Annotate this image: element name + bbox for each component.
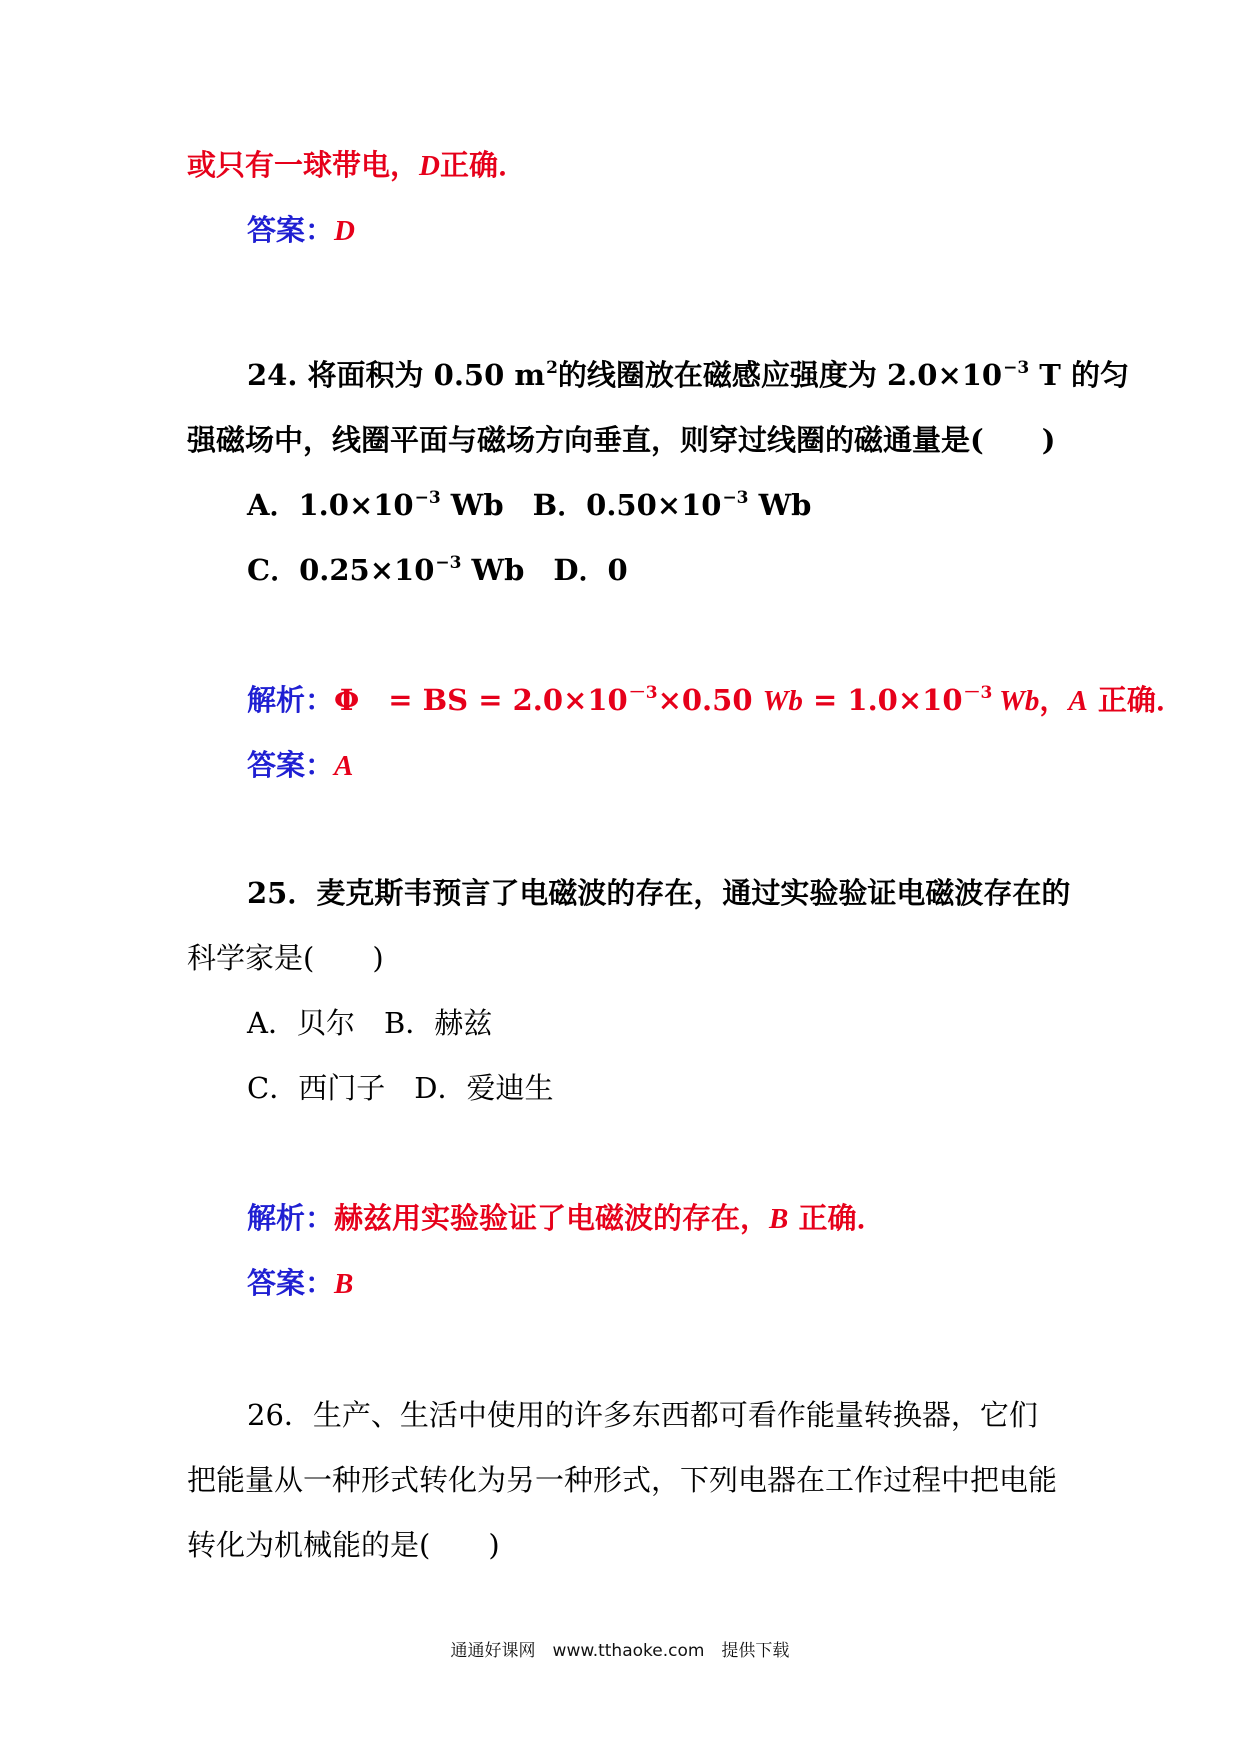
q23-tail bbox=[187, 147, 527, 184]
q24-option-c-sup: −3 bbox=[435, 553, 462, 573]
q23-tail-text: 或只有一球带电， bbox=[187, 148, 420, 182]
answer-value: A bbox=[334, 750, 354, 782]
q23-tail-end: 正确． bbox=[439, 148, 527, 182]
answer-label: 答案： bbox=[247, 213, 335, 247]
q24-line-2: 强磁场中，线圈平面与磁场方向垂直，则穿过线圈的磁通量是( ) bbox=[187, 423, 1056, 457]
q24-line-1 bbox=[247, 357, 1129, 398]
answer-label: 答案： bbox=[247, 1266, 335, 1300]
analysis-label: 解析： bbox=[247, 683, 335, 717]
q25-options-ab: A．贝尔 B．赫兹 bbox=[247, 1006, 493, 1040]
q24-option-b-sup: −3 bbox=[722, 488, 749, 508]
q24-option-a-sup: −3 bbox=[414, 488, 441, 508]
q25-analysis-end: 正确． bbox=[788, 1201, 886, 1235]
q25-analysis bbox=[247, 1200, 885, 1237]
q24-analysis-sup-1: －3 bbox=[628, 683, 658, 703]
q24-superscript-2: −3 bbox=[1003, 358, 1030, 378]
q23-tail-letter: D bbox=[419, 150, 440, 182]
analysis-label: 解析： bbox=[247, 1201, 335, 1235]
q24-option-b: Wb B．0.50×10 bbox=[440, 488, 722, 522]
q23-answer bbox=[247, 212, 355, 249]
q24-analysis-formula-2: ×0.50 bbox=[657, 683, 763, 717]
q25-options-cd: C．西门子 D．爱迪生 bbox=[247, 1071, 554, 1105]
q24-answer bbox=[247, 747, 353, 784]
q24-option-a: A．1.0×10 bbox=[247, 488, 414, 522]
q24-analysis-formula-1: Φ = BS = 2.0×10 bbox=[334, 683, 628, 717]
q24-option-d: Wb D．0 bbox=[461, 553, 628, 587]
q24-stem-part-2: 的线圈放在磁感应强度为 2.0×10 bbox=[557, 358, 1003, 392]
answer-label: 答案： bbox=[247, 748, 335, 782]
q25-line-1: 25．麦克斯韦预言了电磁波的存在，通过实验验证电磁波存在的 bbox=[247, 876, 1071, 910]
q24-option-b-unit: Wb bbox=[748, 488, 812, 522]
q24-stem-part-1: 24. 将面积为 0.50 m bbox=[247, 358, 546, 392]
q24-analysis-unit-2: Wb bbox=[992, 685, 1040, 717]
q24-analysis-comma: ， bbox=[1039, 683, 1069, 717]
q24-options-cd bbox=[247, 552, 628, 593]
q26-line-3: 转化为机械能的是( ) bbox=[187, 1528, 500, 1562]
q24-analysis bbox=[247, 682, 1185, 723]
q24-stem-part-3: T 的匀 bbox=[1029, 358, 1129, 392]
answer-value: D bbox=[334, 215, 355, 247]
q25-analysis-text: 赫兹用实验验证了电磁波的存在， bbox=[334, 1201, 770, 1235]
q24-analysis-sup-2: －3 bbox=[963, 683, 993, 703]
q24-analysis-unit-1: Wb bbox=[762, 685, 803, 717]
q25-analysis-letter: B bbox=[769, 1203, 789, 1235]
q24-options-ab bbox=[247, 487, 811, 528]
q24-superscript-1: 2 bbox=[546, 358, 558, 378]
q24-option-c: C．0.25×10 bbox=[247, 553, 435, 587]
q24-analysis-end: 正确． bbox=[1087, 683, 1185, 717]
q26-line-2: 把能量从一种形式转化为另一种形式，下列电器在工作过程中把电能 bbox=[187, 1463, 1058, 1497]
q24-analysis-formula-3: = 1.0×10 bbox=[802, 683, 963, 717]
q26-line-1: 26．生产、生活中使用的许多东西都可看作能量转换器，它们 bbox=[247, 1398, 1038, 1432]
q24-analysis-letter: A bbox=[1068, 685, 1088, 717]
q25-line-2: 科学家是( ) bbox=[187, 941, 384, 975]
page-footer: 通通好课网 www.tthaoke.com 提供下载 bbox=[450, 1641, 790, 1661]
answer-value: B bbox=[334, 1268, 354, 1300]
q25-answer bbox=[247, 1265, 353, 1302]
